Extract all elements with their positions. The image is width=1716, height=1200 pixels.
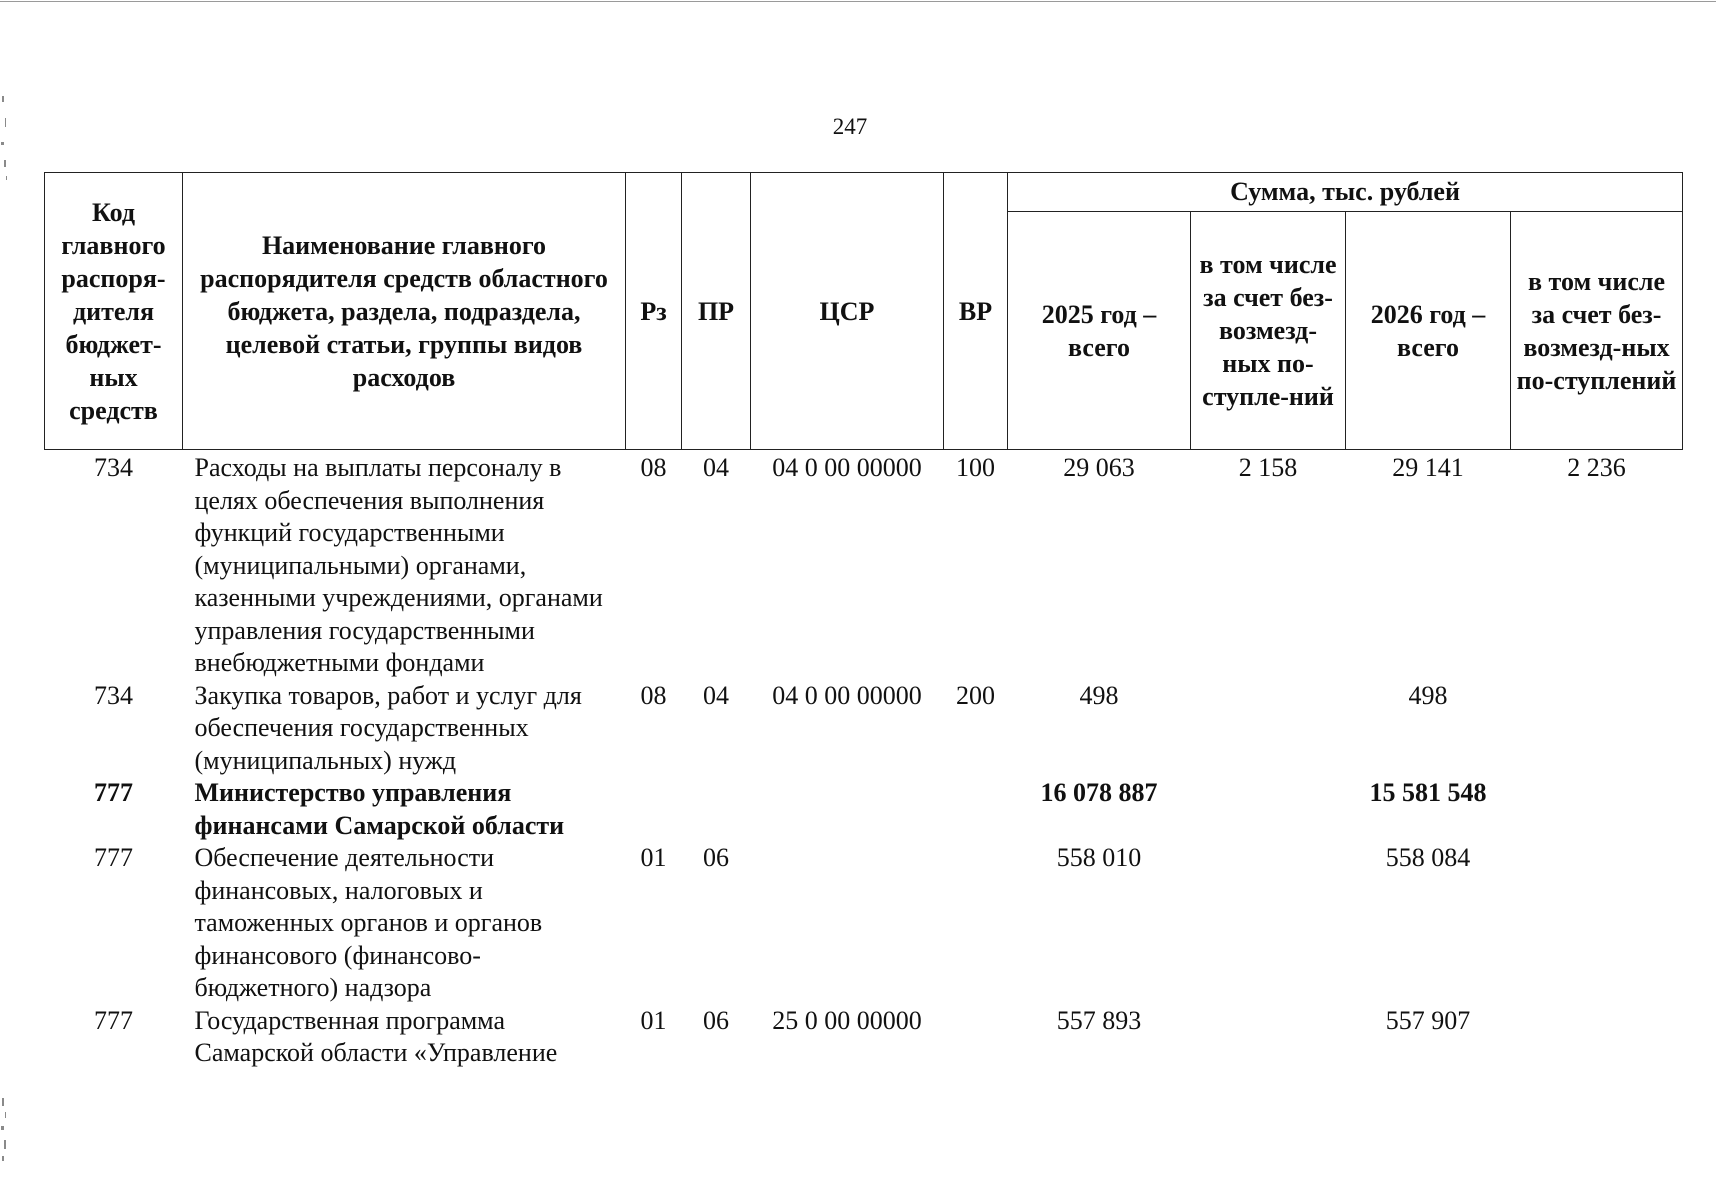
cell-2025-grants [1191,842,1346,1005]
cell-csr [751,842,944,1005]
cell-csr: 25 0 00 00000 [772,1005,922,1035]
header-2026-total: 2026 год – всего [1346,212,1511,450]
cell-rz [626,777,682,842]
cell-2026-grants [1511,680,1683,778]
cell-2026-total: 29 141 [1392,453,1464,482]
cell-vr: 200 [956,680,995,710]
cell-rz: 08 [640,453,667,482]
cell-2025-grants [1191,777,1346,842]
table-row [45,680,1683,778]
cell-2026-total: 15 581 548 [1369,778,1487,807]
header-2025-grants: в том числе за счет без-возмезд-ных по-ступле-ний [1191,212,1346,450]
cell-rz: 01 [640,1005,667,1035]
scan-top-rule [0,1,1716,2]
cell-name: Закупка товаров, работ и услуг для обеспечения государственных (муниципальных) нужд [194,680,582,775]
cell-code: 777 [94,1005,133,1035]
cell-2026-total: 558 084 [1385,843,1471,872]
header-csr: ЦСР [751,173,944,450]
cell-csr: 04 0 00 00000 [772,453,922,482]
cell-2025-total: 557 893 [1056,1005,1142,1035]
cell-pr: 06 [703,843,729,872]
cell-2026-total: 498 [1408,680,1448,710]
header-vr: ВР [944,173,1008,450]
header-code: Код главного распоря-дителя бюджет-ных средств [45,173,183,450]
cell-2026-total: 557 907 [1385,1005,1471,1035]
cell-pr: 04 [703,453,729,482]
table-row [45,777,1683,842]
cell-2025-grants [1191,1005,1346,1070]
table-body [45,450,1683,1070]
cell-csr [751,777,944,842]
cell-2025-grants [1191,680,1346,778]
header-row-1 [45,173,1683,212]
cell-2025-grants: 2 158 [1238,453,1298,482]
cell-pr [682,777,751,842]
cell-vr [944,842,1008,1005]
header-rz: Рз [626,173,682,450]
scan-edge-marks [0,0,10,1200]
header-sum-group: Сумма, тыс. рублей [1008,173,1683,212]
header-2026-grants: в том числе за счет без-возмезд-ных по-ступлений [1511,212,1683,450]
cell-csr: 04 0 00 00000 [772,680,922,710]
cell-2025-total: 29 063 [1063,453,1135,482]
cell-2026-grants [1511,842,1683,1005]
page-number: 247 [832,114,868,139]
table-row [45,450,1683,680]
cell-name: Министерство управления финансами Самарской области [194,778,565,840]
cell-2025-total: 498 [1079,680,1119,710]
cell-code: 734 [94,680,133,710]
table-row [45,842,1683,1005]
cell-2026-grants [1511,777,1683,842]
cell-name: Расходы на выплаты персоналу в целях обеспечения выполнения функций государственными (муниципальными) органами, казенными учреждениями, органами управления государственными внебюджетными фондами [194,453,603,677]
cell-2026-grants: 2 236 [1567,453,1626,482]
cell-vr [944,1005,1008,1070]
cell-vr: 100 [956,453,995,482]
table-header [45,173,1683,450]
cell-rz: 08 [640,680,667,710]
budget-table [44,172,1683,1070]
cell-rz: 01 [640,843,667,872]
cell-code: 777 [94,843,133,872]
header-2025-total: 2025 год – всего [1008,212,1191,450]
cell-pr: 04 [703,680,729,710]
cell-code: 734 [94,453,133,482]
cell-name: Обеспечение деятельности финансовых, налоговых и таможенных органов и органов финансового (финансово-бюджетного) надзора [194,843,543,1002]
cell-2025-total: 16 078 887 [1040,778,1158,807]
cell-code: 777 [94,778,133,807]
cell-vr [944,777,1008,842]
cell-pr: 06 [703,1005,729,1035]
cell-2026-grants [1511,1005,1683,1070]
cell-name: Государственная программа Самарской области «Управление [194,1005,558,1067]
header-name: Наименование главного распорядителя средств областного бюджета, раздела, подраздела, целевой статьи, группы видов расходов [183,173,626,450]
table-row [45,1005,1683,1070]
header-pr: ПР [682,173,751,450]
cell-2025-total: 558 010 [1056,843,1142,872]
